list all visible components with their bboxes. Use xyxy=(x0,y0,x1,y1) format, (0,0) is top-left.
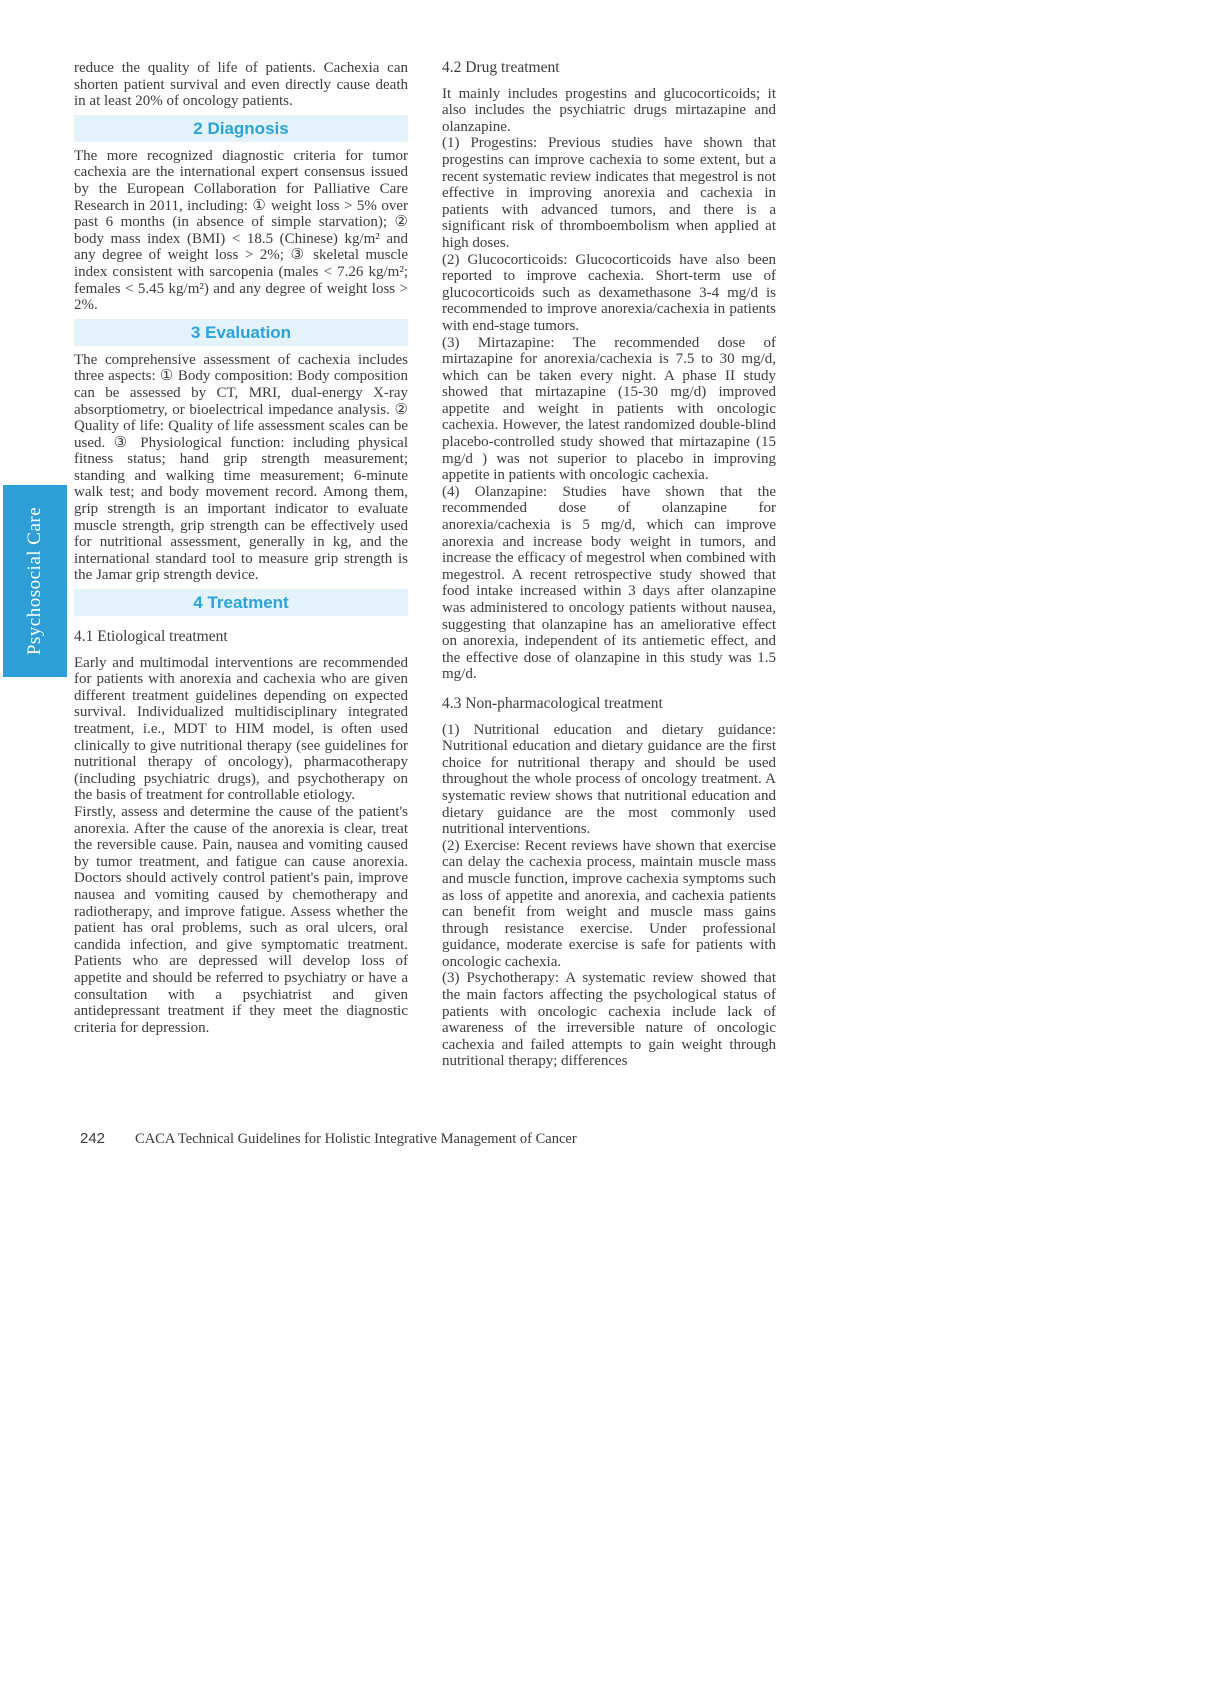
chapter-side-tab-label: Psychosocial Care xyxy=(24,506,45,656)
psychotherapy-paragraph: (3) Psychotherapy: A systematic review showed that the main factors affecting the psychological status of patients with oncologic cachexia include lack of awareness of the irreversible nature of oncologic cachexia and failed attempts to gain weight through nutritional therapy; differences xyxy=(442,970,776,1070)
subsection-drug-treatment: 4.2 Drug treatment xyxy=(442,59,560,76)
section-header-treatment: 4 Treatment xyxy=(74,589,408,616)
left-column xyxy=(74,60,408,1036)
right-column xyxy=(442,60,776,1070)
page-number: 242 xyxy=(80,1130,106,1147)
chapter-side-tab xyxy=(3,485,67,677)
nutrition-paragraph: (1) Nutritional education and dietary guidance: Nutritional education and dietary guidance are the first choice for nutritional therapy and should be used throughout the whole process of oncology treatment. A systematic review shows that nutritional education and dietary guidance are the most commonly used nutritional interventions. xyxy=(442,721,776,838)
etiological-paragraph-1: Early and multimodal interventions are recommended for patients with anorexia and cachexia who are given different treatment guidelines depending on expected survival. Individualized multidisciplinary integrated treatment, i.e., MDT to HIM model, is often used clinically to give nutritional therapy (see guidelines for nutritional therapy of oncology), pharmacotherapy (including psychiatric drugs), and psychotherapy on the basis of treatment for controllable etiology. xyxy=(74,654,408,804)
mirtazapine-paragraph: (3) Mirtazapine: The recommended dose of mirtazapine for anorexia/cachexia is 7.5 to 30 mg/d, which can be taken every night. A phase II study showed that mirtazapine (15-30 mg/d) improved appetite and weight in patients with oncologic cachexia. However, the latest randomized double-blind placebo-controlled study showed that mirtazapine (15 mg/d ) was not superior to placebo in improving appetite in patients with oncologic cachexia. xyxy=(442,334,776,484)
running-title: CACA Technical Guidelines for Holistic Integrative Management of Cancer xyxy=(135,1131,577,1147)
drug-intro-paragraph: It mainly includes progestins and glucocorticoids; it also includes the psychiatric drugs mirtazapine and olanzapine. xyxy=(442,85,776,135)
diagnosis-paragraph: The more recognized diagnostic criteria for tumor cachexia are the international expert consensus issued by the European Collaboration for Palliative Care Research in 2011, including: ① weight loss > 5% over past 6 months (in absence of simple starvation); ② body mass index (BMI) < 18.5 (Chinese) kg/m² and any degree of weight loss > 2%; ③ skeletal muscle index consistent with sarcopenia (males < 7.26 kg/m²; females < 5.45 kg/m²) and any degree of weight loss > 2%. xyxy=(74,147,408,314)
section-header-diagnosis: 2 Diagnosis xyxy=(74,115,408,142)
progestins-paragraph: (1) Progestins: Previous studies have shown that progestins can improve cachexia to some extent, but a recent systematic review indicates that megestrol is not effective in improving anorexia and cachexia in patients with advanced tumors, and there is a significant risk of thromboembolism when applied at high doses. xyxy=(442,135,776,251)
olanzapine-paragraph: (4) Olanzapine: Studies have shown that the recommended dose of olanzapine for anorexia/cachexia is 5 mg/d, which can improve anorexia and increase body weight in tumors, and increase the efficacy of megestrol when combined with megestrol. A recent retrospective study showed that food intake increased within 3 days after olanzapine was administered to oncology patients without nausea, suggesting that olanzapine has an ameliorative effect on anorexia, independent of its antiemetic effect, and the effective dose of olanzapine in this study was 1.5 mg/d. xyxy=(442,483,776,683)
evaluation-paragraph: The comprehensive assessment of cachexia includes three aspects: ① Body composition: Body composition can be assessed by CT, MRI, dual-energy X-ray absorptiometry, or bioelectrical impedance analysis. ② Quality of life: Quality of life assessment scales can be used. ③ Physiological function: including physical fitness status; hand grip strength measurement; standing and walking time measurement; 6-minute walk test; and body movement record. Among them, grip strength is an important indicator to evaluate muscle strength, grip strength can be effectively used for nutritional assessment, generally in kg, and the international standard tool to measure grip strength is the Jamar grip strength device. xyxy=(74,351,408,584)
glucocorticoids-paragraph: (2) Glucocorticoids: Glucocorticoids have also been reported to improve cachexia. Short-term use of glucocorticoids such as dexamethasone 3-4 mg/d is recommended to improve anorexia/cachexia in patients with end-stage tumors. xyxy=(442,251,776,334)
etiological-paragraph-2: Firstly, assess and determine the cause of the patient's anorexia. After the cause of the anorexia is clear, treat the reversible cause. Pain, nausea and vomiting caused by tumor treatment, and fatigue can cause anorexia. Doctors should actively control patient's pain, improve nausea and vomiting caused by chemotherapy and radiotherapy, and improve fatigue. Assess whether the patient has oral problems, such as oral ulcers, oral candida infection, and give symptomatic treatment. Patients who are depressed will develop loss of appetite and should be referred to psychiatry or have a consultation with a psychiatrist and given antidepressant treatment if they meet the diagnostic criteria for depression. xyxy=(74,803,408,1036)
intro-paragraph: reduce the quality of life of patients. Cachexia can shorten patient survival and even directly cause death in at least 20% of oncology patients. xyxy=(74,60,408,110)
exercise-paragraph: (2) Exercise: Recent reviews have shown that exercise can delay the cachexia process, maintain muscle mass and muscle function, improve cachexia symptoms such as loss of appetite and anorexia, and cachexia patients can benefit from weight and muscle mass gains through resistance exercise. Under professional guidance, moderate exercise is safe for patients with oncologic cachexia. xyxy=(442,837,776,970)
subsection-etiological-treatment: 4.1 Etiological treatment xyxy=(74,628,228,646)
page-footer xyxy=(80,1130,577,1148)
section-header-evaluation: 3 Evaluation xyxy=(74,319,408,346)
subsection-non-pharmacological: 4.3 Non-pharmacological treatment xyxy=(442,694,663,712)
